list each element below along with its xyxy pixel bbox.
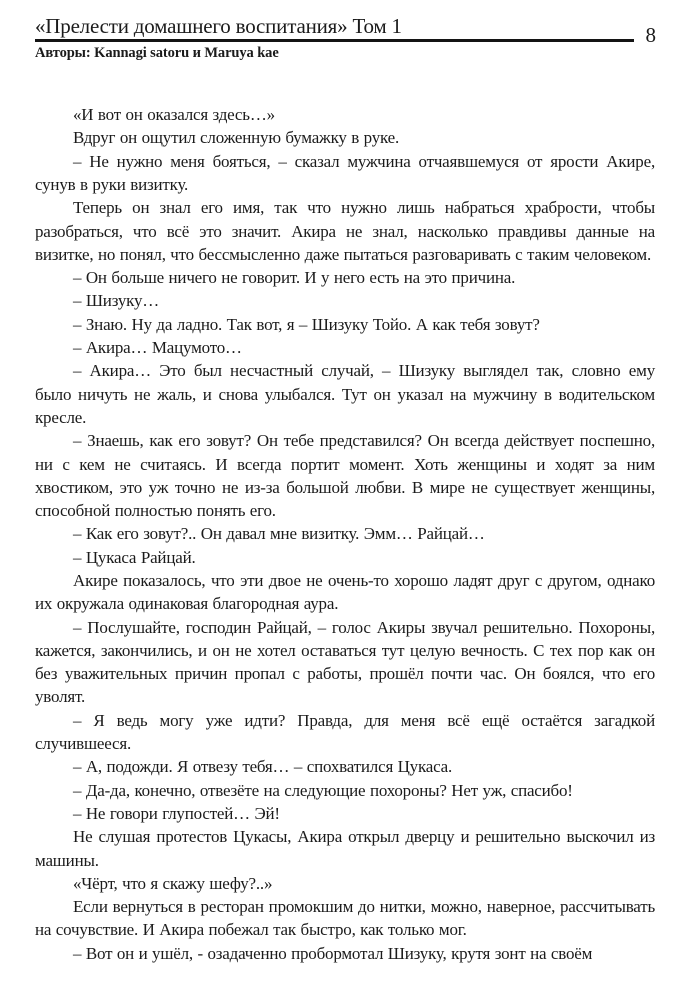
paragraph: «И вот он оказался здесь…» <box>73 105 275 125</box>
paragraph: – Цукаса Райцай. <box>73 547 196 567</box>
paragraph: Теперь он знал его имя, так что нужно лишь набраться храбрости, чтобы разобраться, что всё это значит. Акира не знал, насколько правдивы данные на визитке, но понял, что бессмысленно даже пытаться разговаривать с таким человеком. <box>35 198 655 264</box>
paragraph: – Не говори глупостей… Эй! <box>73 803 280 823</box>
paragraph: – Акира… Это был несчастный случай, – Шизуку выглядел так, словно ему было ничуть не жаль, и снова улыбался. Тут он указал на мужчину в водительском кресле. <box>35 361 655 427</box>
paragraph: Вдруг он ощутил сложенную бумажку в руке. <box>73 128 400 148</box>
paragraph: – Он больше ничего не говорит. И у него есть на это причина. <box>73 268 516 288</box>
paragraph: – Я ведь могу уже идти? Правда, для меня всё ещё остаётся загадкой случившееся. <box>35 710 655 754</box>
page-number: 8 <box>645 23 656 48</box>
paragraph: – Не нужно меня бояться, – сказал мужчина отчаявшемуся от ярости Акире, сунув в руки визитку. <box>35 151 655 194</box>
document-title: «Прелести домашнего воспитания» Том 1 <box>35 15 634 42</box>
authors-line: Авторы: Kannagi satoru и Maruya kae <box>35 45 279 62</box>
paragraph: – Вот он и ушёл, - озадаченно пробормотал Шизуку, крутя зонт на своём <box>73 943 593 963</box>
paragraph: «Чёрт, что я скажу шефу?..» <box>73 873 273 893</box>
paragraph: – А, подожди. Я отвезу тебя… – спохватился Цукаса. <box>73 757 453 777</box>
paragraph: Не слушая протестов Цукасы, Акира открыл дверцу и решительно выскочил из машины. <box>35 827 655 870</box>
paragraph: – Послушайте, господин Райцай, – голос Акиры звучал решительно. Похороны, кажется, закончились, и он не хотел оставаться тут целую вечность. С тех пор как он без уважительных причин пропал с работы, прошёл почти час. Он боялся, что его уволят. <box>35 617 655 707</box>
paragraph: – Знаю. Ну да ладно. Так вот, я – Шизуку Тойо. А как тебя зовут? <box>73 314 540 334</box>
paragraph: – Как его зовут?.. Он давал мне визитку. Эмм… Райцай… <box>73 524 485 544</box>
page-header <box>0 0 682 62</box>
paragraph: Если вернуться в ресторан промокшим до нитки, можно, наверное, рассчитывать на сочувствие. И Акира побежал так быстро, как только мог. <box>35 897 655 940</box>
paragraph: – Шизуку… <box>73 291 160 311</box>
paragraph: – Акира… Мацумото… <box>73 338 242 358</box>
paragraph: Акире показалось, что эти двое не очень-то хорошо ладят друг с другом, однако их окружала одинаковая благородная аура. <box>35 570 655 614</box>
paragraph: – Да-да, конечно, отвезёте на следующие похороны? Нет уж, спасибо! <box>73 780 573 800</box>
paragraph: – Знаешь, как его зовут? Он тебе представился? Он всегда действует поспешно, ни с кем не считаясь. И всегда портит момент. Хоть женщины и ходят за ним хвостиком, это уж точно не из-за большой любви. В мире не существует женщины, способной полностью понять его. <box>35 431 655 521</box>
header-row <box>35 14 656 48</box>
page-body <box>35 103 655 965</box>
